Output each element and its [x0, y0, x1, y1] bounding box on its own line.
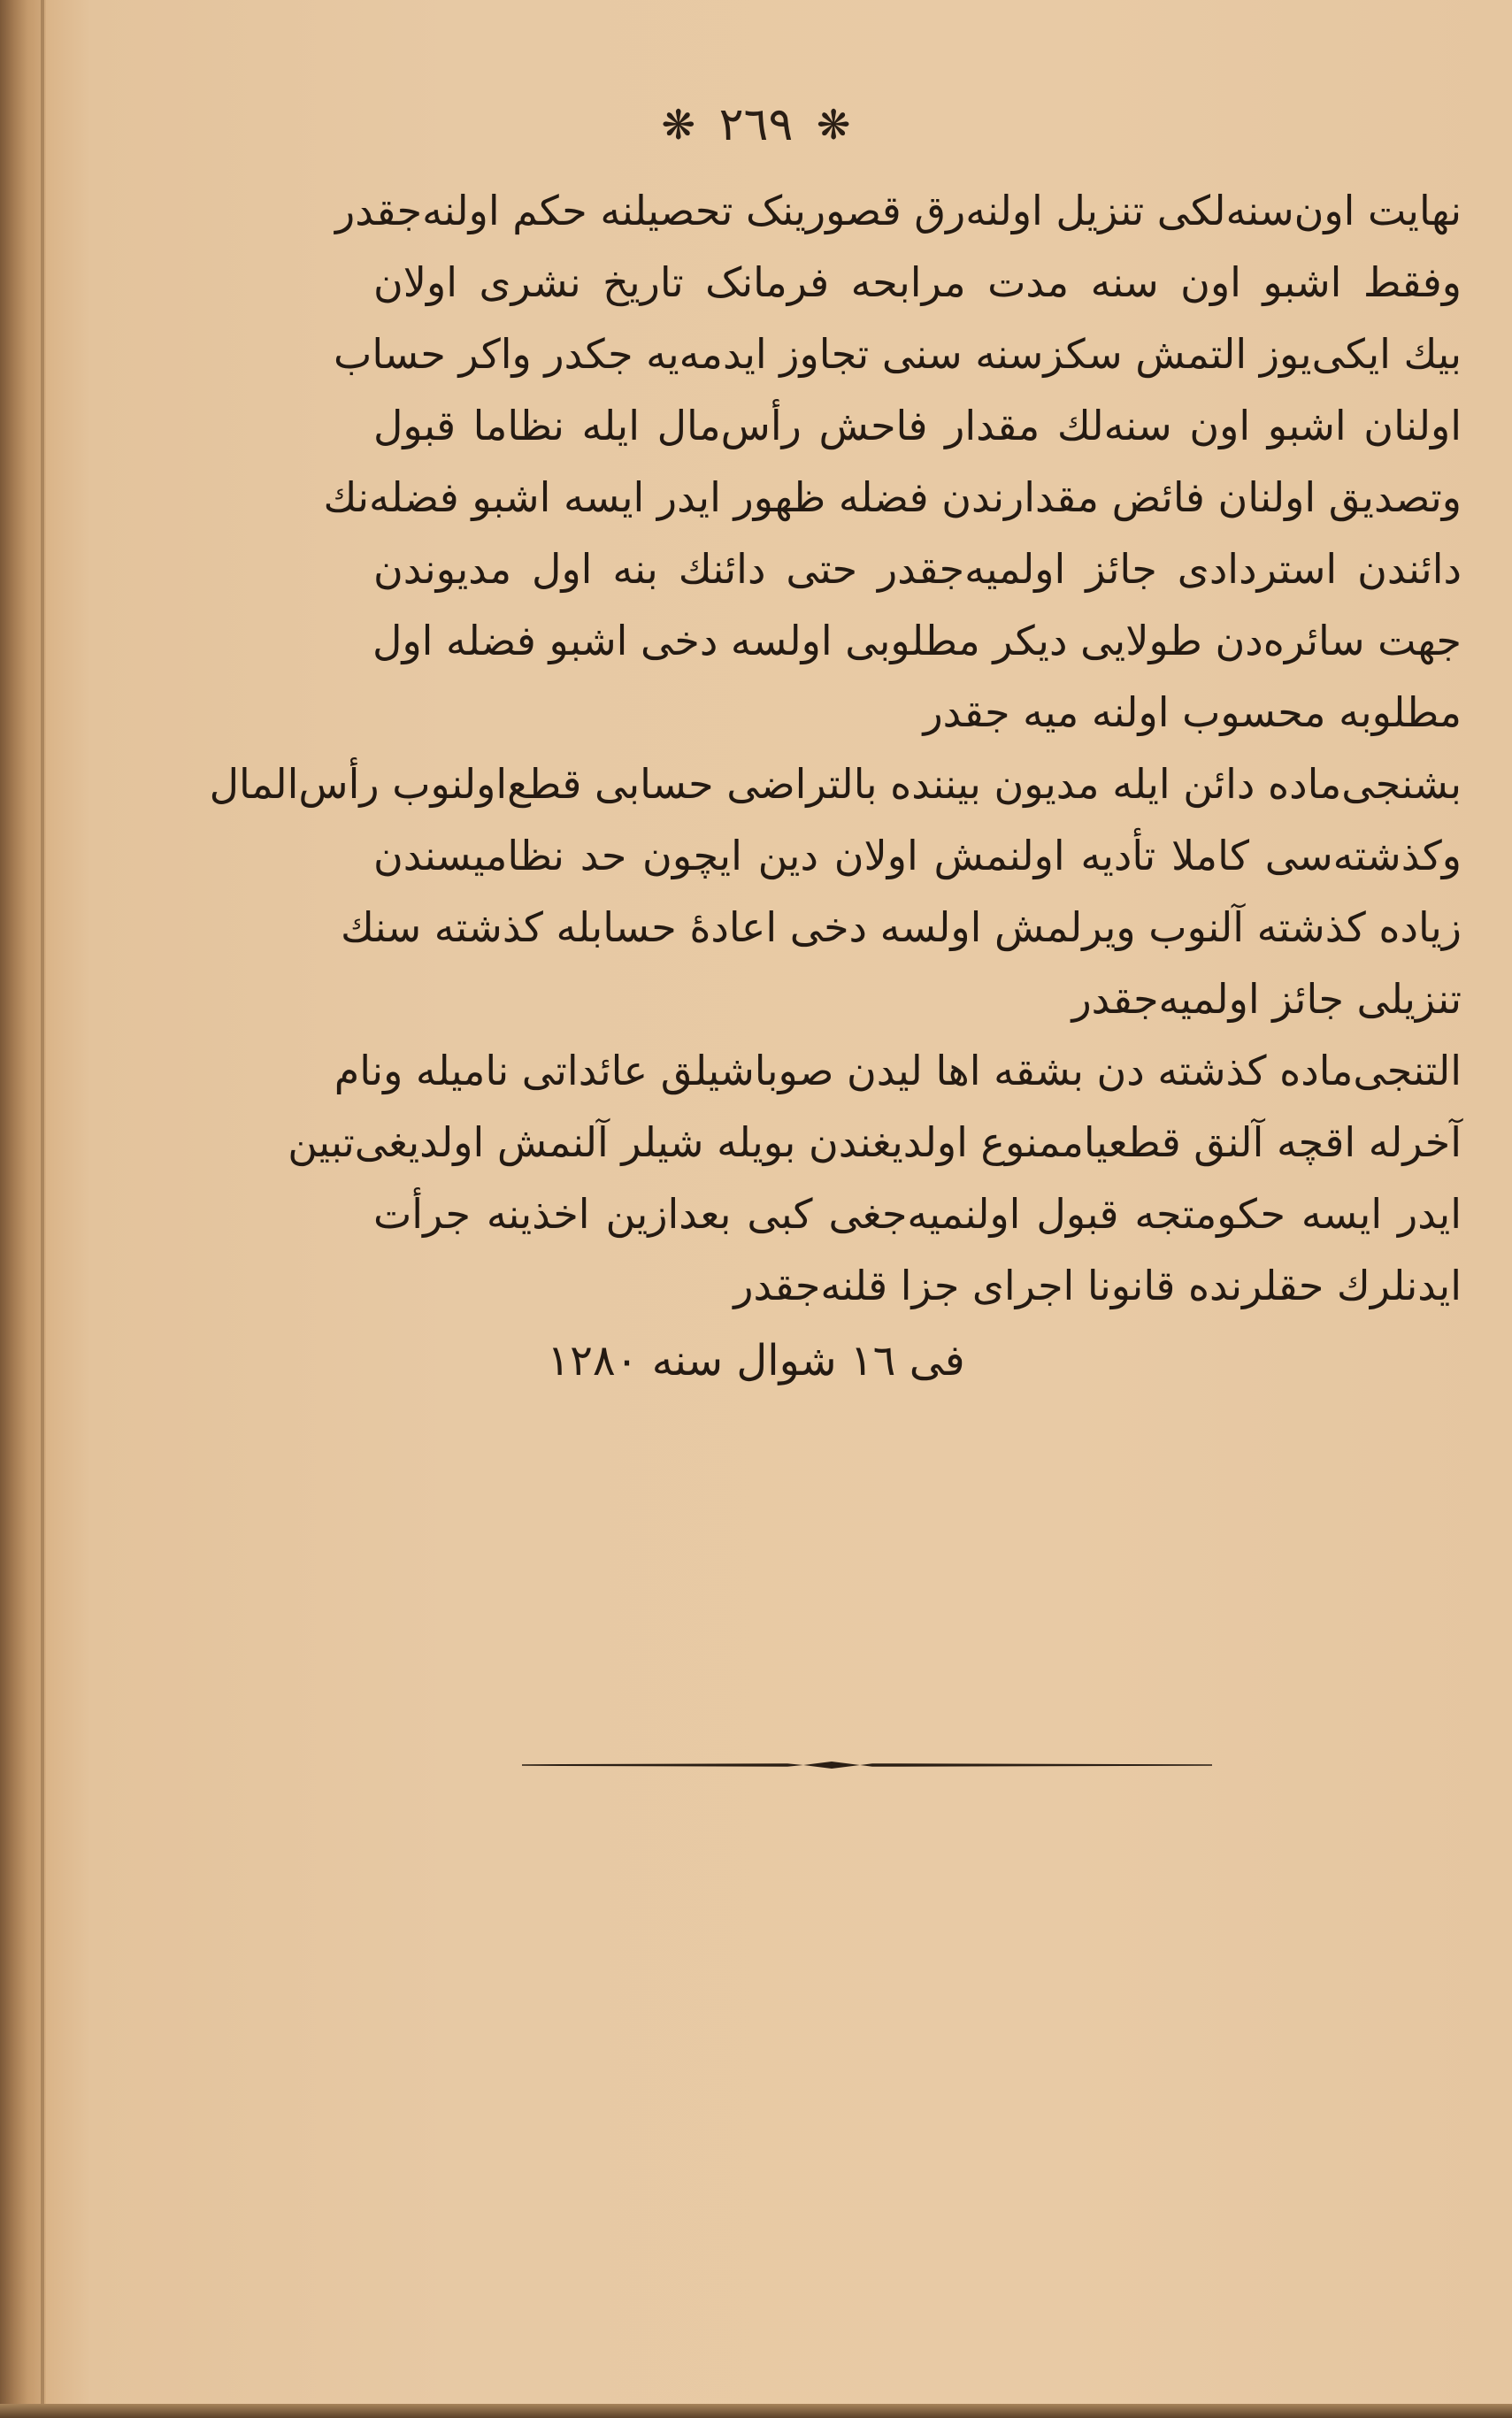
rule-left-bar — [522, 1763, 787, 1767]
text-line: جهت سائره‌دن طولایی دیکر مطلوبی اولسه دخی اشبو فضله اول — [372, 617, 1462, 664]
text-line: وکذشته‌سی کاملا تأدیه اولنمش اولان دین ایچون حد نظامیسندن — [373, 832, 1462, 879]
text-line: وفقط اشبو اون سنه مدت مرابحه فرمانک تاریخ نشری اولان — [373, 258, 1462, 306]
text-line: زیاده کذشته آلنوب ویرلمش اولسه دخی اعادهٔ حسابله کذشته سنك — [340, 903, 1462, 951]
text-line: ایدر ایسه حکومتجه قبول اولنمیه‌جغی کبی بعدازین اخذینه جرأت — [373, 1190, 1462, 1238]
text-line: آخرله اقچه آلنق قطعیاممنوع اولدیغندن بویله شیلر آلنمش اولدیغی‌تبین — [288, 1118, 1462, 1166]
book-binding-edge — [0, 0, 46, 2418]
closing-date: فی ١٦ شوال سنه ١٢٨٠ — [547, 1336, 965, 1386]
body-text — [209, 175, 1462, 1322]
text-line: مطلوبه محسوب اولنه میه جقدر — [923, 688, 1462, 736]
left-ornament-icon: ❋ — [661, 101, 696, 149]
rule-right-tip — [860, 1763, 872, 1767]
page-bottom-edge — [0, 2404, 1512, 2418]
text-line: التنجی‌ماده کذشته دن بشقه اها لیدن صوباشیلق عائداتی نامیله ونام — [334, 1047, 1462, 1094]
binding-shadow-line — [41, 0, 44, 2418]
text-line: ایدنلرك حقلرنده قانونا اجرای جزا قلنه‌جقدر — [733, 1262, 1462, 1309]
text-line: اولنان اشبو اون سنه‌لك مقدار فاحش رأس‌مال ایله نظاما قبول — [373, 402, 1462, 449]
text-line: تنزیلی جائز اولمیه‌جقدر — [1071, 975, 1462, 1023]
rule-left-tip — [787, 1763, 803, 1767]
text-line: بیك ایکی‌یوز التمش سکزسنه سنی تجاوز ایدمه‌یه جکدر واکر حساب — [334, 330, 1462, 378]
rule-right-bar — [872, 1763, 1212, 1767]
text-line: بشنجی‌ماده دائن ایله مدیون بیننده بالتراضی حسابی قطع‌اولنوب رأس‌المال — [209, 760, 1462, 808]
right-ornament-icon: ❋ — [816, 101, 851, 149]
rule-center-diamond — [803, 1762, 860, 1769]
page-number: ٢٦٩ — [718, 98, 794, 151]
end-ornament-rule — [522, 1759, 1212, 1771]
text-line: دائندن استردادی جائز اولمیه‌جقدر حتی دائنك بنه اول مدیوندن — [373, 545, 1462, 593]
page-header — [0, 96, 1512, 151]
text-line: نهایت اون‌سنه‌لکی تنزیل اولنه‌رق قصورینک تحصیلنه حکم اولنه‌جقدر — [335, 187, 1462, 234]
text-line: وتصدیق اولنان فائض مقدارندن فضله ظهور ایدر ایسه اشبو فضله‌نك — [323, 473, 1462, 521]
